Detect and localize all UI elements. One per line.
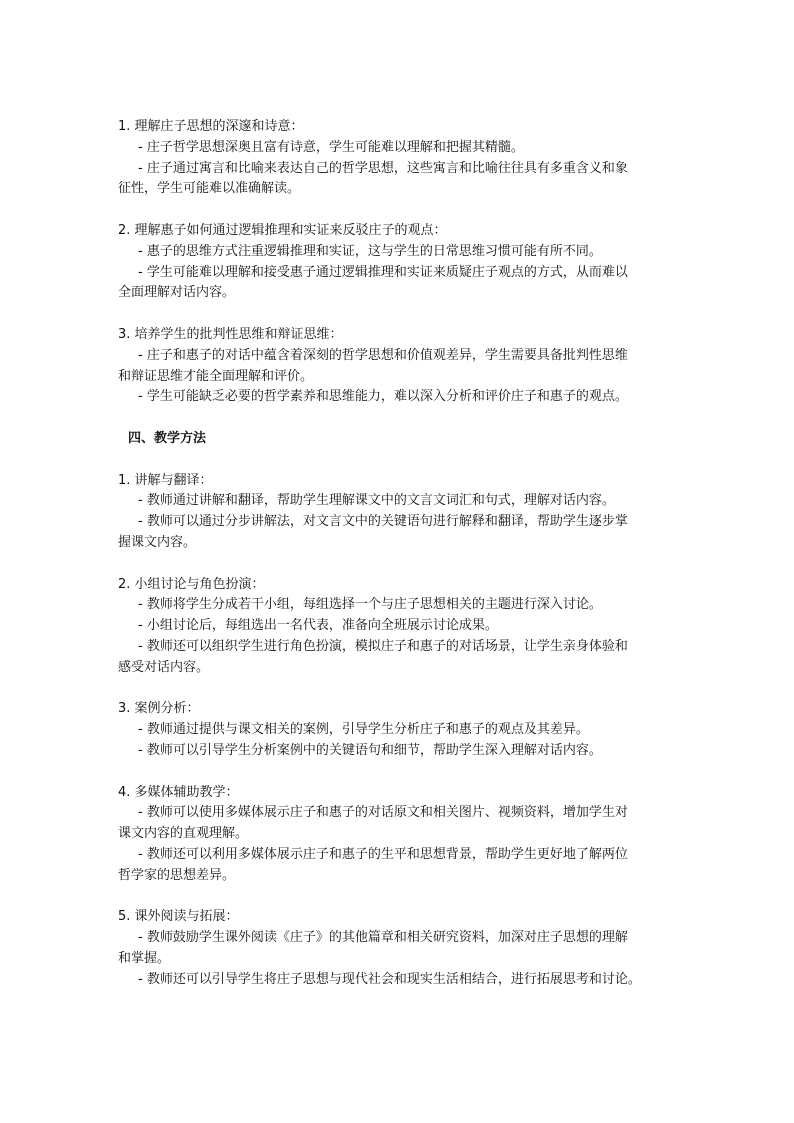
item-title: 3. 培养学生的批判性思维和辩证思维： bbox=[118, 326, 343, 342]
bullet-line: - 教师通过提供与课文相关的案例，引导学生分析庄子和惠子的观点及其差异。 bbox=[138, 722, 589, 738]
bullet-line: - 庄子哲学思想深奥且富有诗意，学生可能难以理解和把握其精髓。 bbox=[138, 139, 524, 155]
bullet-continuation: 哲学家的思想差异。 bbox=[118, 867, 236, 883]
bullet-line: - 教师还可以引导学生将庄子思想与现代社会和现实生活相结合，进行拓展思考和讨论。 bbox=[138, 971, 641, 987]
item-title: 5. 课外阅读与拓展： bbox=[118, 909, 239, 925]
bullet-line: - 学生可能难以理解和接受惠子通过逻辑推理和实证来质疑庄子观点的方式，从而难以 bbox=[138, 264, 628, 280]
bullet-continuation: 征性，学生可能难以准确解读。 bbox=[118, 181, 301, 197]
bullet-line: - 学生可能缺乏必要的哲学素养和思维能力，难以深入分析和评价庄子和惠子的观点。 bbox=[138, 389, 628, 405]
item-title: 2. 小组讨论与角色扮演： bbox=[118, 576, 265, 592]
item-title: 2. 理解惠子如何通过逻辑推理和实证来反驳庄子的观点： bbox=[118, 222, 447, 238]
bullet-line: - 教师还可以利用多媒体展示庄子和惠子的生平和思想背景，帮助学生更好地了解两位 bbox=[138, 846, 628, 862]
bullet-line: - 教师可以使用多媒体展示庄子和惠子的对话原文和相关图片、视频资料，增加学生对 bbox=[138, 805, 628, 821]
bullet-continuation: 握课文内容。 bbox=[118, 534, 197, 550]
bullet-line: - 庄子通过寓言和比喻来表达自己的哲学思想，这些寓言和比喻往往具有多重含义和象 bbox=[138, 160, 628, 176]
bullet-line: - 教师可以通过分步讲解法，对文言文中的关键语句进行解释和翻译，帮助学生逐步掌 bbox=[138, 514, 628, 530]
section-heading: 四、教学方法 bbox=[128, 430, 207, 446]
item-title: 1. 讲解与翻译： bbox=[118, 472, 213, 488]
bullet-line: - 教师鼓励学生课外阅读《庄子》的其他篇章和相关研究资料，加深对庄子思想的理解 bbox=[138, 930, 628, 946]
bullet-line: - 小组讨论后，每组选出一名代表，准备向全班展示讨论成果。 bbox=[138, 618, 498, 634]
bullet-continuation: 和掌握。 bbox=[118, 950, 171, 966]
bullet-line: - 教师将学生分成若干小组，每组选择一个与庄子思想相关的主题进行深入讨论。 bbox=[138, 597, 602, 613]
bullet-line: - 教师可以引导学生分析案例中的关键语句和细节，帮助学生深入理解对话内容。 bbox=[138, 742, 602, 758]
bullet-line: - 教师通过讲解和翻译，帮助学生理解课文中的文言文词汇和句式，理解对话内容。 bbox=[138, 493, 615, 509]
item-title: 3. 案例分析： bbox=[118, 701, 200, 717]
bullet-continuation: 全面理解对话内容。 bbox=[118, 285, 236, 301]
bullet-line: - 庄子和惠子的对话中蕴含着深刻的哲学思想和价值观差异，学生需要具备批判性思维 bbox=[138, 347, 628, 363]
bullet-continuation: 感受对话内容。 bbox=[118, 659, 210, 675]
bullet-line: - 惠子的思维方式注重逻辑推理和实证，这与学生的日常思维习惯可能有所不同。 bbox=[138, 243, 602, 259]
bullet-continuation: 和辩证思维才能全面理解和评价。 bbox=[118, 368, 314, 384]
item-title: 1. 理解庄子思想的深邃和诗意： bbox=[118, 119, 304, 134]
document-page bbox=[118, 117, 678, 990]
item-title: 4. 多媒体辅助教学： bbox=[118, 784, 239, 800]
bullet-continuation: 课文内容的直观理解。 bbox=[118, 826, 249, 842]
bullet-line: - 教师还可以组织学生进行角色扮演，模拟庄子和惠子的对话场景，让学生亲身体验和 bbox=[138, 638, 628, 654]
